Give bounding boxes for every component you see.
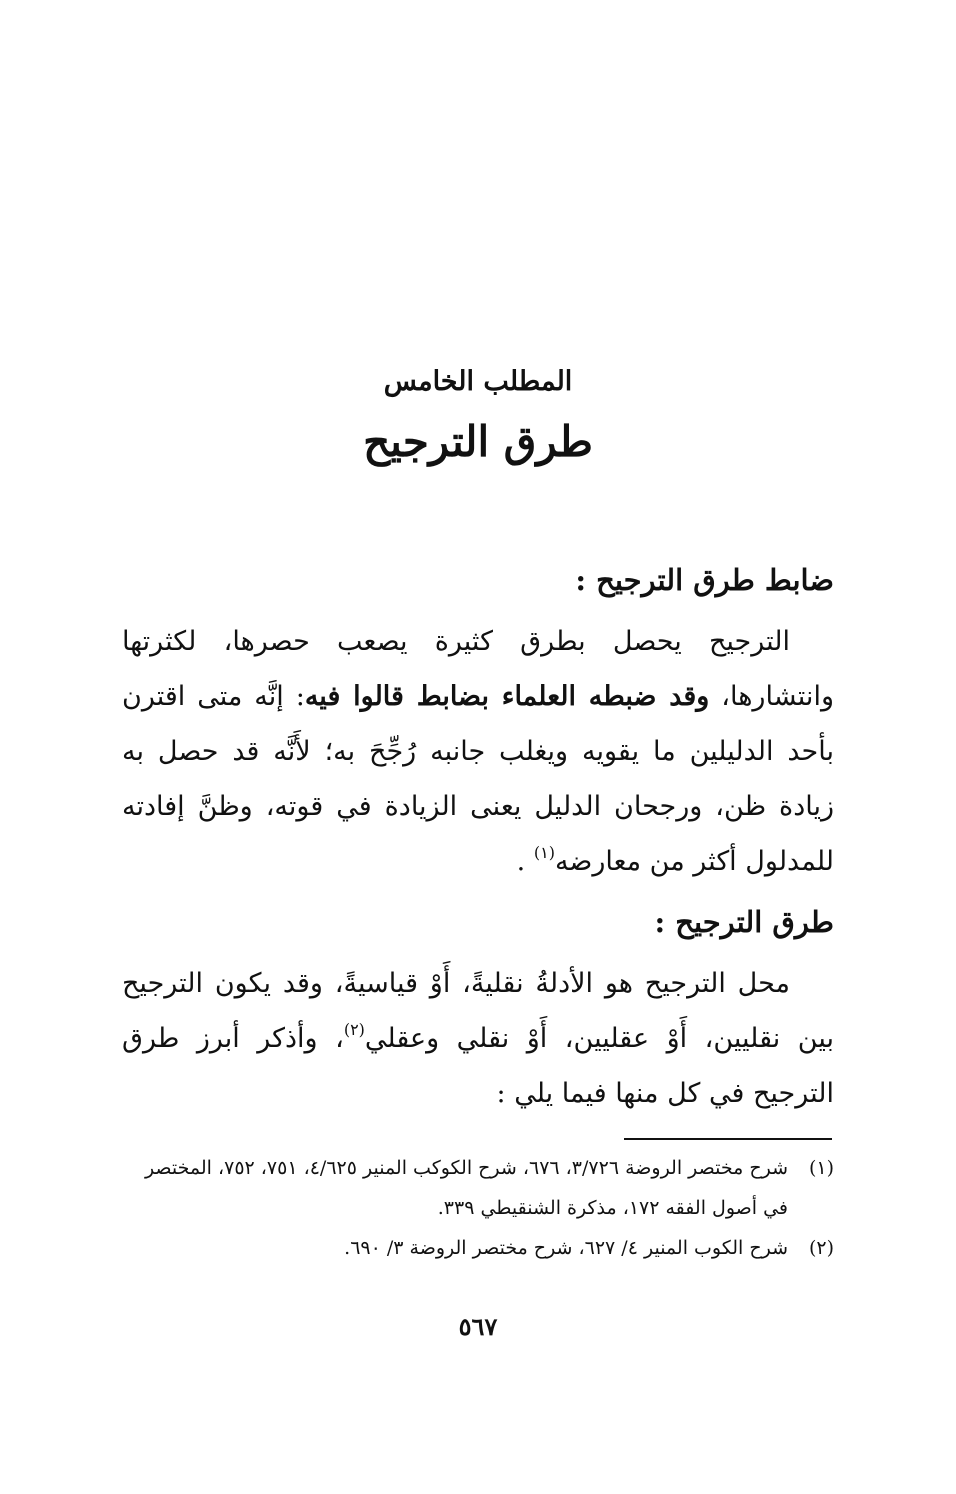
section-body-1 [122,560,834,889]
paragraph-indent [790,626,834,657]
section-title: طرق الترجيح [363,417,593,466]
footnote-1 [122,1148,834,1228]
section-label: المطلب الخامس [383,366,573,397]
section-body-2 [122,902,834,1121]
paragraph-text-start: الترجيح يحصل بطرق كثيرة يصعب حصرها، لكثرتها وانتشارها، [122,626,834,712]
paragraph-text-bold: وقد ضبطه العلماء بضابط قالوا فيه [304,681,710,712]
paragraph-text-end: . [516,846,534,877]
footnote-2 [122,1228,834,1268]
subheading-methods: طرق الترجيح : [654,905,834,939]
footnote-number: (٢) [808,1237,834,1259]
subheading-criterion: ضابط طرق الترجيح : [575,563,834,597]
paragraph-indent [790,968,834,999]
footnote-ref-1[interactable]: (١) [533,843,555,862]
footnotes [122,1148,834,1268]
footnote-divider [624,1138,832,1140]
paragraph-text-start: محل الترجيح هو الأدلةُ نقليةً، أَوْ قياسيةً، وقد يكون الترجيح بين نقليين، أَوْ عقليين، أَوْ نقلي وعقلي [122,968,834,1054]
paragraph-criterion [122,614,834,889]
paragraph-methods [122,956,834,1121]
footnote-ref-2[interactable]: (٢) [343,1020,365,1039]
footnote-number: (١) [808,1157,834,1179]
footnote-text: شرح الكوب المنير ٤/ ٦٢٧، شرح مختصر الروضة ٣/ ٦٩٠. [344,1237,788,1259]
paragraph-text-rest: : إنَّه متى اقترن بأحد الدليلين ما يقويه ويغلب جانبه رُجِّحَ به؛ لأَنَّه قد حصل به زيادة ظن، ورجحان الدليل يعنى الزيادة في قوته، وظنَّ إفادته للمدلول أكثر من معارضه [122,681,834,877]
paragraph-text-end: ، وأذكر أبرز طرق الترجيح في كل منها فيما يلي : [122,1023,834,1109]
page-number: ٥٦٧ [458,1312,498,1341]
footnote-text: شرح مختصر الروضة ٣/٧٢٦، ٦٧٦، شرح الكوكب المنير ٤/٦٢٥، ٧٥١، ٧٥٢، المختصر في أصول الفقه ١٧٢، مذكرة الشنقيطي ٣٣٩. [144,1157,788,1219]
